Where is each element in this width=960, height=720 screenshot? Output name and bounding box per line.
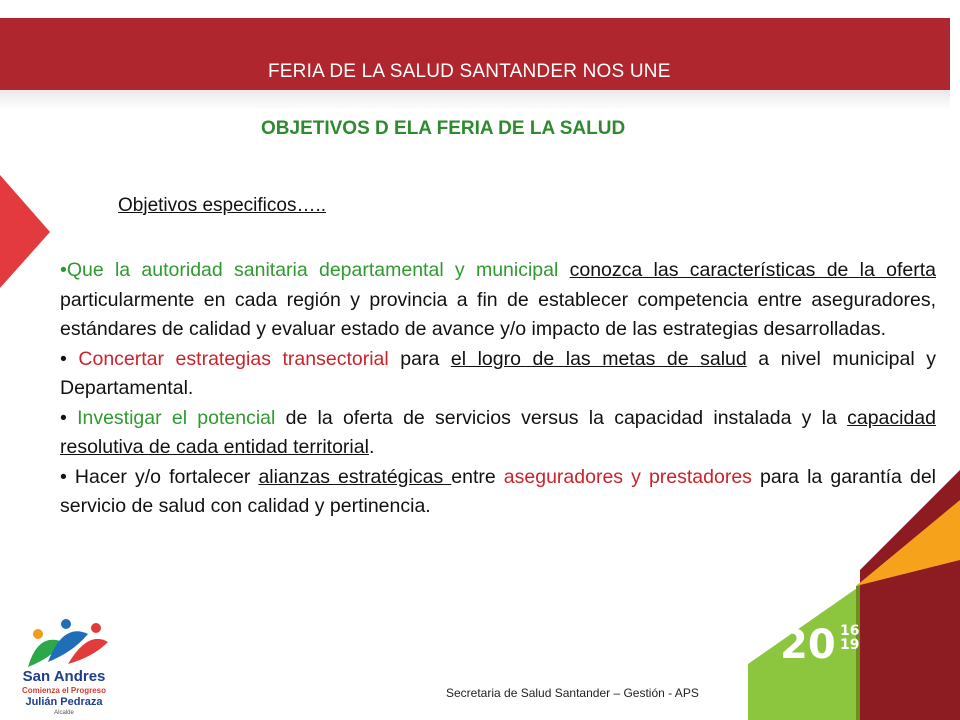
- objective-4-red-text: aseguradores y prestadores: [503, 465, 752, 488]
- logo-title: San Andres: [22, 668, 106, 685]
- objective-4-underlined-text: alianzas estratégicas: [258, 465, 452, 488]
- objective-3-green-text: Investigar el potencial: [77, 406, 276, 429]
- objective-item-1: [60, 256, 936, 345]
- objective-1-underlined-text: conozca las características de la oferta: [569, 259, 936, 281]
- logo-mayor-title: Alcalde: [54, 710, 74, 716]
- objective-1-green-text: Que la autoridad sanitaria departamental y municipal: [66, 259, 559, 281]
- objective-2-text-a: para: [388, 347, 451, 370]
- objective-item-4: [60, 463, 936, 522]
- objective-3-text-a: de la oferta de servicios versus la capacidad instalada y la: [275, 406, 848, 429]
- logo-slogan: Comienza el Progreso: [21, 686, 107, 695]
- san-andres-logo: [8, 612, 120, 718]
- objective-2-red-text: Concertar estrategias transectorial: [78, 347, 389, 370]
- objective-2-underlined-text: el logro de las metas de salud: [450, 347, 747, 370]
- slide-title: FERIA DE LA SALUD SANTANDER NOS UNE: [268, 61, 671, 82]
- spacer-text: [558, 259, 569, 281]
- bullet-marker: •: [60, 347, 79, 370]
- logo-figures-icon: [8, 612, 120, 672]
- left-red-triangle: [0, 175, 50, 288]
- header-shadow: [0, 90, 950, 110]
- brand-year-mark: [780, 622, 860, 668]
- year-range: [840, 624, 859, 652]
- objective-2-text-b: a nivel municipal y Departamental.: [60, 347, 937, 399]
- objective-3-underlined-text: capacidad resolutiva de cada entidad territorial: [60, 406, 936, 458]
- objectives-heading: Objetivos especificos…..: [118, 195, 327, 216]
- objective-3-text-b: .: [368, 436, 375, 458]
- year-bottom: 19: [840, 637, 860, 653]
- objective-item-3: [60, 404, 936, 463]
- objective-4-text-a: • Hacer y/o fortalecer: [60, 465, 259, 488]
- objective-4-text-c: para la garantía del servicio de salud con calidad y pertinencia.: [60, 465, 936, 517]
- objective-4-text-b: entre: [451, 465, 504, 488]
- section-title: OBJETIVOS D ELA FERIA DE LA SALUD: [261, 118, 626, 139]
- year-main: 20: [780, 622, 836, 668]
- bullet-marker: •: [60, 259, 67, 281]
- objective-1-text: particularmente en cada región y provincia a fin de establecer competencia entre aseguradores, estándares de calidad y evaluar estado de avance y/o impacto de las estrategias desarrolladas.: [60, 288, 936, 340]
- logo-mayor-name: Julián Pedraza: [25, 696, 103, 708]
- bullet-marker: •: [60, 406, 78, 429]
- footer-text: Secretaria de Salud Santander – Gestión - APS: [446, 686, 699, 700]
- objectives-list: [60, 256, 936, 522]
- year-top: 16: [840, 623, 860, 639]
- objective-item-2: [60, 345, 936, 404]
